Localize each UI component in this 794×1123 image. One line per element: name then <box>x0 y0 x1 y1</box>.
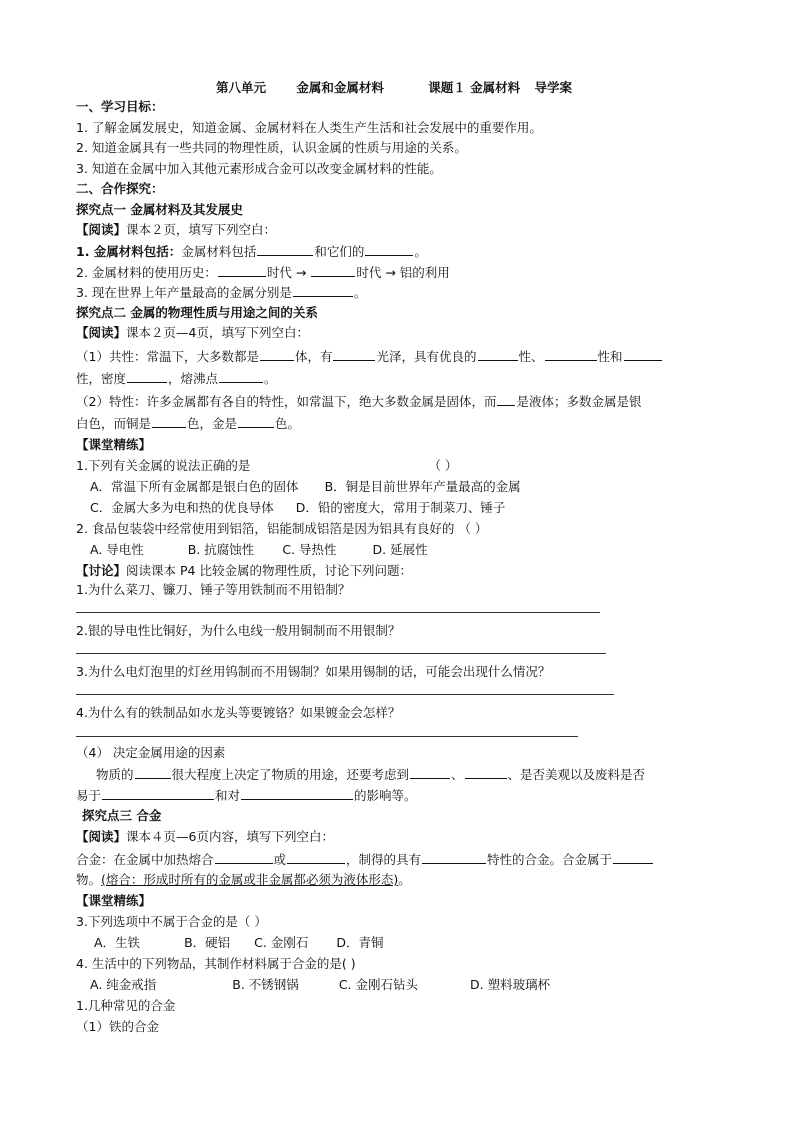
fill-question: 合金：在金属中加热熔合 或 ，制得的具有 特性的合金。合金属于 <box>76 851 654 868</box>
discussion-question: 1.为什么菜刀、镰刀、锤子等用铁制而不用铅制？ <box>76 582 351 597</box>
discussion-instruction: 【讨论】阅读课本 P4 比较金属的物理性质，讨论下列问题： <box>76 563 412 578</box>
fill-question: 易于 和对 的影响等。 <box>76 788 417 803</box>
answer-blank[interactable] <box>311 264 355 277</box>
practice-heading: 【课堂精练】 <box>76 437 152 452</box>
answer-blank[interactable] <box>215 851 273 864</box>
choice-question: 4. 生活中的下列物品，其制作材料属于合金的是( ) <box>76 956 356 971</box>
unit-label: 第八单元 <box>216 80 267 95</box>
option-d[interactable]: D．青铜 <box>336 935 384 950</box>
answer-blank[interactable] <box>260 348 294 361</box>
answer-line[interactable] <box>76 736 578 737</box>
answer-blank[interactable] <box>219 370 263 383</box>
answer-blank[interactable] <box>333 348 375 361</box>
option-a[interactable]: A. 导电性 <box>90 542 144 557</box>
practice-heading: 【课堂精练】 <box>76 893 152 908</box>
fill-question: 2. 金属材料的使用历史： 时代 → 时代 → 铝的利用 <box>76 265 450 280</box>
guide-label: 导学案 <box>534 80 572 95</box>
option-c[interactable]: C．金属大多为电和热的优良导体 <box>90 500 274 515</box>
discussion-question: 3.为什么电灯泡里的灯丝用钨制而不用锡制？如果用锡制的话，可能会出现什么情况？ <box>76 664 551 679</box>
answer-blank[interactable] <box>287 851 345 864</box>
option-b[interactable]: B．硬铝 <box>184 935 231 950</box>
option-a[interactable]: A. 纯金戒指 <box>90 977 157 992</box>
answer-blank[interactable] <box>422 851 486 864</box>
answer-blank[interactable] <box>293 284 353 297</box>
goal-item: 2. 知道金属具有一些共同的物理性质，认识金属的性质与用途的关系。 <box>76 140 467 155</box>
answer-blank[interactable] <box>624 348 662 361</box>
answer-blank[interactable] <box>218 264 266 277</box>
option-a[interactable]: A．常温下所有金属都是银白色的固体 <box>90 479 299 494</box>
factor-heading: （4） 决定金属用途的因素 <box>76 745 226 760</box>
option-d[interactable]: D. 塑料玻璃杯 <box>470 977 551 992</box>
goal-item: 3. 知道在金属中加入其他元素形成合金可以改变金属材料的性能。 <box>76 161 442 176</box>
section-heading: 一、学习目标： <box>76 99 164 114</box>
option-a[interactable]: A．生铁 <box>94 935 141 950</box>
fill-question: （1）共性：常温下，大多数都是 体，有 光泽，具有优良的 性、 性和 <box>76 348 663 365</box>
option-c[interactable]: C. 金刚石 <box>254 935 309 950</box>
option-b[interactable]: B．铜是目前世界年产量最高的金属 <box>324 479 521 494</box>
fill-question: （2）特性：许多金属都有各自的特性，如常温下，绝大多数金属是固体，而 是液体；多数金属是银 <box>76 394 642 409</box>
goal-item: 1. 了解金属发展史，知道金属、金属材料在人类生产生活和社会发展中的重要作用。 <box>76 120 542 135</box>
answer-blank[interactable] <box>135 766 171 779</box>
fill-question: 物。(熔合：形成时所有的金属或非金属都必须为液体形态)。 <box>76 872 411 887</box>
answer-blank[interactable] <box>410 766 450 779</box>
choice-options <box>90 542 428 558</box>
answer-blank[interactable] <box>152 415 186 428</box>
choice-options <box>90 479 521 495</box>
answer-blank[interactable] <box>365 243 413 256</box>
choice-question: 3.下列选项中不属于合金的是（ ） <box>76 914 267 929</box>
choice-options <box>90 500 505 516</box>
fill-question: 白色，而铜是 色，金是 色。 <box>76 416 301 431</box>
answer-blank[interactable] <box>241 787 353 800</box>
reading-instruction: 【阅读】课本２页—4页，填写下列空白： <box>76 325 309 340</box>
option-d[interactable]: D．铅的密度大，常用于制菜刀、锤子 <box>295 500 506 515</box>
option-b[interactable]: B. 抗腐蚀性 <box>187 542 255 557</box>
answer-blank[interactable] <box>613 851 653 864</box>
choice-options <box>94 935 383 951</box>
subsection-heading: 探究点三 合金 <box>82 808 162 823</box>
option-c[interactable]: C. 导热性 <box>282 542 337 557</box>
fill-question: 1. 金属材料包括：金属材料包括 和它们的 。 <box>76 244 427 259</box>
choice-options <box>90 977 550 993</box>
list-item: （1）铁的合金 <box>76 1019 159 1034</box>
option-c[interactable]: C. 金刚石钻头 <box>338 977 418 992</box>
answer-blank[interactable] <box>478 348 518 361</box>
answer-blank[interactable] <box>465 766 507 779</box>
answer-blank[interactable] <box>545 348 597 361</box>
answer-line[interactable] <box>76 694 614 695</box>
section-heading: 二、合作探究： <box>76 181 164 196</box>
discussion-question: 2.银的导电性比铜好，为什么电线一般用铜制而不用银制？ <box>76 623 401 638</box>
answer-blank[interactable] <box>102 787 214 800</box>
reading-instruction: 【阅读】课本２页，填写下列空白： <box>76 222 277 237</box>
reading-instruction: 【阅读】课本４页—6页内容，填写下列空白： <box>76 829 334 844</box>
subsection-heading: 探究点二 金属的物理性质与用途之间的关系 <box>76 305 318 320</box>
fill-question: 物质的 很大程度上决定了物质的用途，还要考虑到 、 、是否美观以及废料是否 <box>96 767 646 782</box>
topic-label: 金属和金属材料 <box>296 80 384 95</box>
option-b[interactable]: B. 不锈钢锅 <box>232 977 299 992</box>
lesson-label: 课题１ 金属材料 <box>428 80 521 95</box>
answer-blank[interactable] <box>238 415 274 428</box>
answer-blank[interactable] <box>497 393 515 406</box>
choice-question: 2. 食品包装袋中经常使用到铝箔，铝能制成铝箔是因为铝具有良好的 （ ） <box>76 521 488 536</box>
page-title <box>216 80 598 96</box>
fill-question: 性，密度 ，熔沸点 。 <box>76 371 277 386</box>
answer-line[interactable] <box>76 612 600 613</box>
choice-question: 1.下列有关金属的说法正确的是 （ ） <box>76 458 458 473</box>
fill-question: 3. 现在世界上年产量最高的金属分别是 。 <box>76 285 367 300</box>
option-d[interactable]: D. 延展性 <box>372 542 428 557</box>
answer-line[interactable] <box>76 653 606 654</box>
list-heading: 1.几种常见的合金 <box>76 998 176 1013</box>
discussion-question: 4.为什么有的铁制品如水龙头等要镀铬？如果镀金会怎样？ <box>76 705 401 720</box>
answer-blank[interactable] <box>257 243 313 256</box>
answer-blank[interactable] <box>127 370 167 383</box>
subsection-heading: 探究点一 金属材料及其发展史 <box>76 202 243 217</box>
fusion-note: (熔合：形成时所有的金属或非金属都必须为液体形态) <box>101 872 399 887</box>
